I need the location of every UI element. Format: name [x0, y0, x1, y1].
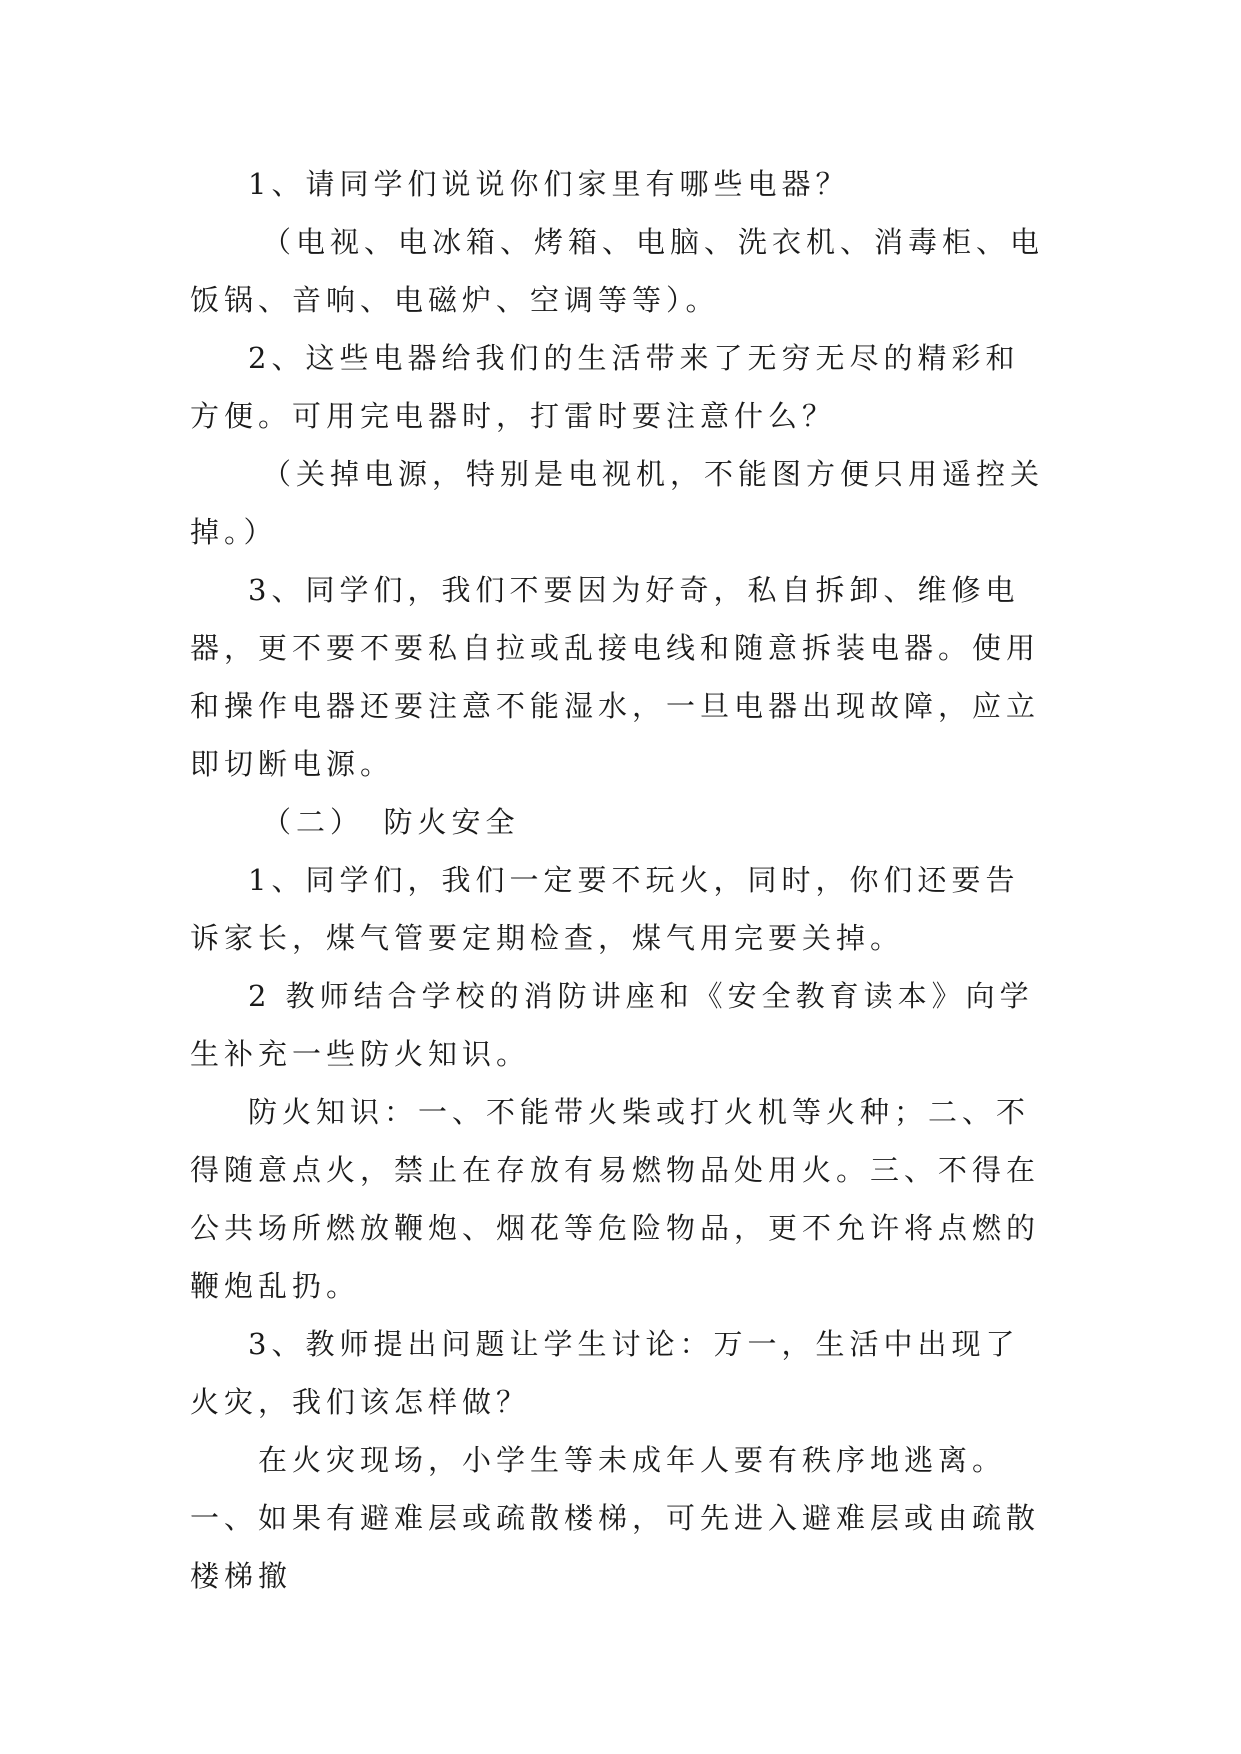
paragraph-fire-knowledge: 防火知识：一、不能带火柴或打火机等火种；二、不得随意点火，禁止在存放有易燃物品处用火。三、不得在公共场所燃放鞭炮、烟花等危险物品，更不允许将点燃的鞭炮乱扔。 — [190, 1095, 1041, 1303]
paragraph-appliance-list: （电视、电冰箱、烤箱、电脑、洗衣机、消毒柜、电饭锅、音响、电磁炉、空调等等）。 — [190, 225, 1045, 317]
paragraph-no-playing-fire: 1、同学们，我们一定要不玩火，同时，你们还要告诉家长，煤气管要定期检查，煤气用完要关掉。 — [190, 863, 1020, 955]
paragraph-usage-question: 2、这些电器给我们的生活带来了无穷无尽的精彩和方便。可用完电器时，打雷时要注意什么？ — [190, 341, 1020, 433]
paragraph-fire-lecture: 2 教师结合学校的消防讲座和《安全教育读本》向学生补充一些防火知识。 — [190, 979, 1034, 1071]
paragraph-electrical-question: 1、请同学们说说你们家里有哪些电器？ — [248, 167, 850, 201]
paragraph-repair-warning: 3、同学们，我们不要因为好奇，私自拆卸、维修电器，更不要不要私自拉或乱接电线和随意拆装电器。使用和操作电器还要注意不能湿水，一旦电器出现故障，应立即切断电源。 — [190, 573, 1041, 781]
paragraph-fire-discussion: 3、教师提出问题让学生讨论：万一，生活中出现了火灾，我们该怎样做？ — [190, 1327, 1020, 1419]
document-body — [190, 155, 1050, 1605]
section-heading-fire-safety: （二） 防火安全 — [262, 805, 520, 839]
paragraph-power-off-answer: （关掉电源，特别是电视机，不能图方便只用遥控关掉。） — [190, 457, 1045, 549]
paragraph-evacuation: 在火灾现场，小学生等未成年人要有秩序地逃离。一、如果有避难层或疏散楼梯，可先进入避难层或由疏散楼梯撤 — [190, 1443, 1041, 1593]
